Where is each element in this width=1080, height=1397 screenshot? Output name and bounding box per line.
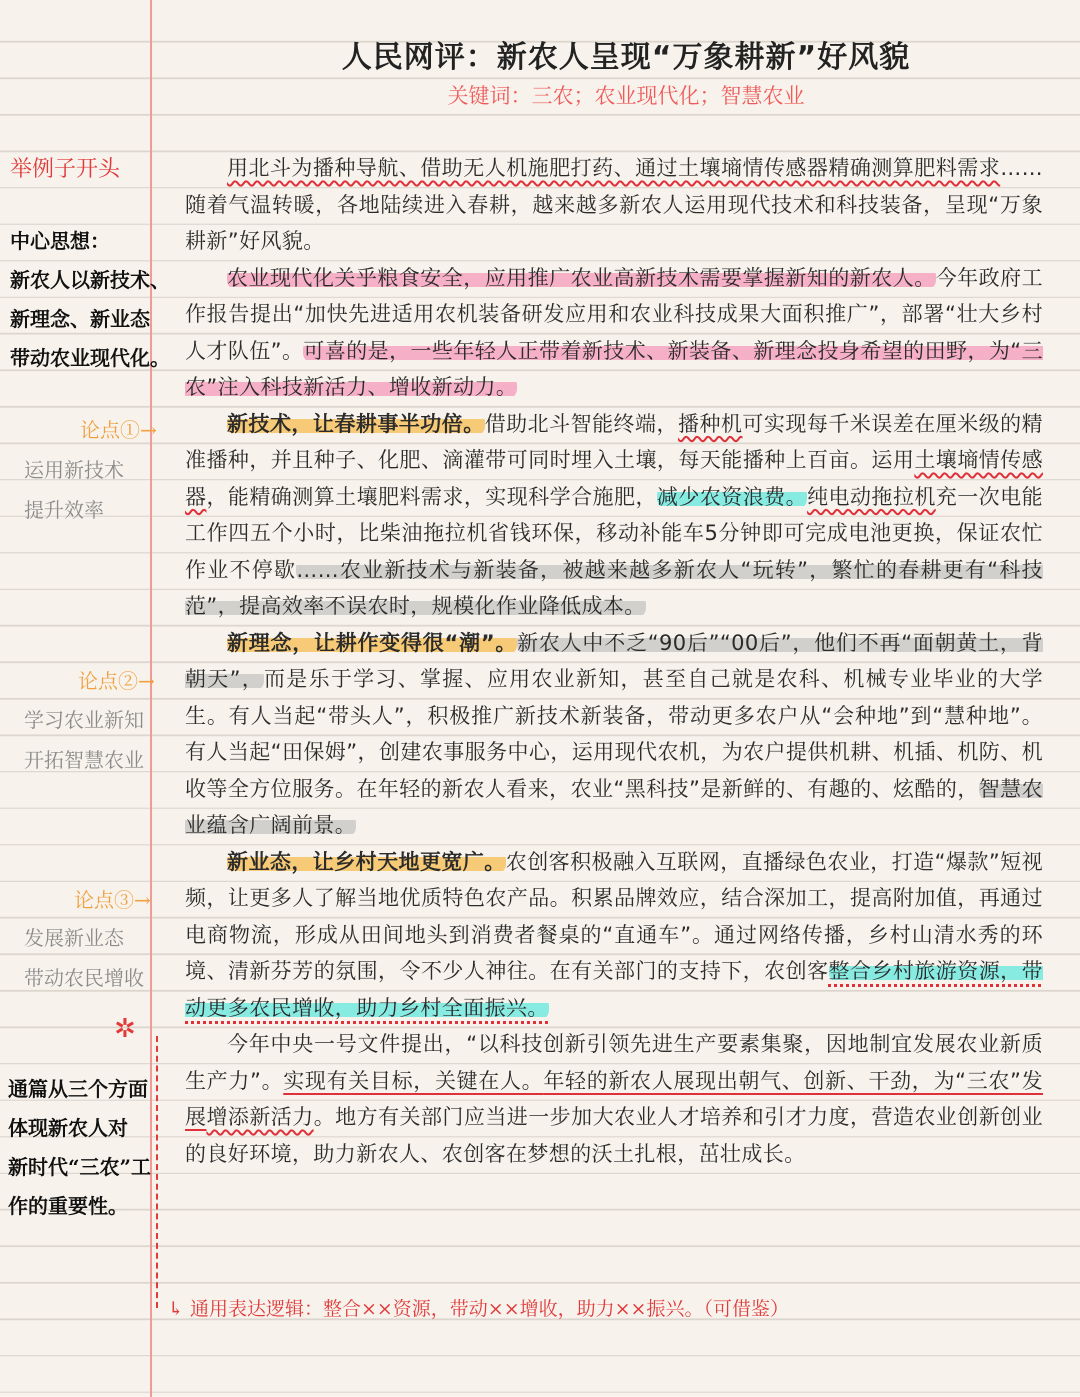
point2-line: 学习农业新知 [24,708,144,732]
point3-line: 带动农民增收 [24,966,144,990]
intro-label: 举例子开头 [10,157,121,182]
summary-line: 体现新农人对 [8,1116,128,1140]
p3-highlight: ……农业新技术与新装备，被越来越多新农人“玩转”，繁忙的春耕更有“科技范”，提高效率不误农时，规模化作业降低成本。 [185,557,1044,618]
center-idea-line: 新农人以新技术、 [10,268,170,292]
point1-heading: 新技术，让春耕事半功倍。 [227,411,485,436]
point2-line: 开拓智慧农业 [24,748,144,772]
p3-text: ，能精确测算土壤肥料需求，实现科学合施肥， [206,484,657,509]
p4-highlight: 智慧农业蕴含广阔前景。 [185,776,1043,837]
p1-underlined: 用北斗为播种导航、借助无人机施肥打药、通过土壤墒情传感器精确测算肥料需求 [227,156,1001,180]
p5-text: 农创客积极融入互联网，直播绿色农业，打造“爆款”短视频，让更多人了解当地优质特色农产品。积累品牌效应，结合深加工，提高附加值，再通过电商物流，形成从田间地头到消费者餐桌的“直通车”。通过网络传播，乡村山清水秀的环境、清新芬芳的氛围，令不少人神往。在有关部门的支持下，农创客 [185,849,1043,983]
paragraph-5 [185,844,1043,1027]
p3-highlight: 减少农资浪费。 [656,484,808,509]
star-icon: ✲ [114,1014,136,1044]
keywords: 关键词：三农；农业现代化；智慧农业 [447,84,805,108]
summary-line: 新时代“三农”工 [8,1155,152,1179]
point2-note [24,700,144,780]
paragraph-6 [185,1026,1043,1172]
point1-line: 运用新技术 [24,458,124,482]
p3-text: 充一次电能工作四五个小时，比柴油拖拉机省钱环保，移动补能车5分钟即可完成电池更换，保证农忙作业不停歇 [185,484,1043,582]
point2-heading: 新理念，让耕作变得很“潮”。 [227,630,518,655]
p4-highlight: 新农人中不乏“90后”“00后”，他们不再“面朝黄土，背朝天”， [185,630,1044,691]
paragraph-2 [185,260,1043,406]
p6-underlined: 年轻的新农人展现出朝气、创新、干劲，为“三农”发展 [185,1068,1043,1129]
p3-underlined: 土壤墒情传感器 [185,448,1043,509]
summary-line: 作的重要性。 [8,1194,128,1218]
point2-label: 论点②→ [78,669,155,693]
center-idea-line: 带动农业现代化。 [10,346,170,370]
paragraph-3 [185,406,1043,625]
paragraph-1 [185,150,1043,260]
center-idea-line: 中心思想： [10,229,110,253]
p5-highlight: 整合乡村旅游资源，带动更多农民增收，助力乡村全面振兴。 [185,959,1044,1020]
point3-label: 论点③→ [74,888,151,912]
bottom-note: ↳ 通用表达逻辑：整合××资源，带动××增收，助力××振兴。（可借鉴） [168,1298,789,1320]
point3-line: 发展新业态 [24,926,124,950]
center-idea [10,222,170,378]
p6-underlined: 实现有关目标，关键在人。 [283,1068,544,1093]
summary-note [8,1070,151,1226]
point3-heading: 新业态，让乡村天地更宽广。 [227,849,506,874]
bracket-line [156,1036,168,1308]
summary-line: 通篇从三个方面 [8,1077,148,1101]
point1-note [24,450,124,530]
p6-text: 今年中央一号文件提出，“以科技创新引领先进生产要素集聚，因地制宜发展农业新质生产力”。 [185,1032,1043,1093]
point1-label: 论点①→ [80,418,157,442]
p3-underlined: 播种机 [677,411,743,436]
point1-line: 提升效率 [24,498,104,522]
page-title: 人民网评：新农人呈现“万象耕新”好风貌 [341,40,911,75]
p3-underlined: 纯电动拖拉机 [807,484,936,509]
p2-text: 今年政府工作报告提出“加快先进适用农机装备研发应用和农业科技成果大面积推广”，部署“壮大乡村人才队伍”。 [185,265,1044,363]
p6-text: 。地方有关部门应当进一步加大农业人才培养和引才力度，营造农业创新创业的良好环境，助力新农人、农创客在梦想的沃土扎根，茁壮成长。 [185,1105,1043,1166]
p3-text: 可实现每千米误差在厘米级的精准播种，并且种子、化肥、滴灌带可同时埋入土壤，每天能播种上百亩。运用 [185,411,1043,472]
article-body [185,150,1043,1172]
p4-text: 而是乐于学习、掌握、应用农业新知，甚至自己就是农科、机械专业毕业的大学生。有人当起“带头人”，积极推广新技术新装备，带动更多农户从“会种地”到“慧种地”。有人当起“田保姆”，创建农事服务中心，运用现代农机，为农户提供机耕、机插、机防、机收等全方位服务。在年轻的新农人看来，农业“黑科技”是新鲜的、有趣的、炫酷的， [185,667,1043,801]
p3-text: 借助北斗智能终端， [484,411,678,436]
p2-highlight: 可喜的是，一些年轻人正带着新技术、新装备、新理念投身希望的田野，为“三农”注入科技新活力、增收新动力。 [185,338,1043,399]
point3-note [24,918,144,998]
center-idea-line: 新理念、新业态 [10,307,150,331]
p1-text: ……随着气温转暖，各地陆续进入春耕，越来越多新农人运用现代技术和科技装备，呈现“万象耕新”好风貌。 [185,156,1043,253]
paragraph-4 [185,625,1043,844]
p2-highlight: 农业现代化关乎粮食安全，应用推广农业高新技术需要掌握新知的新农人。 [227,265,936,290]
p6-underlined: 增添新活力 [206,1105,314,1129]
